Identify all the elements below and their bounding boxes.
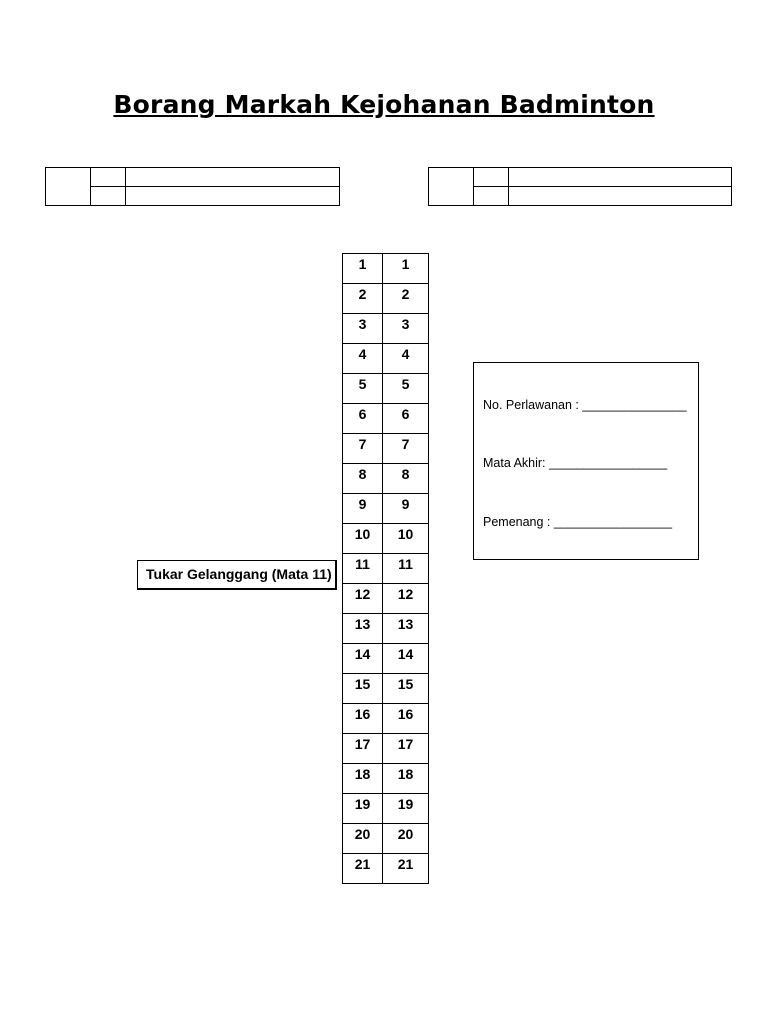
score-cell-left[interactable]: 9 (343, 494, 383, 524)
score-cell-left[interactable]: 19 (343, 794, 383, 824)
score-cell-right[interactable]: 15 (383, 674, 429, 704)
score-cell-right[interactable]: 5 (383, 374, 429, 404)
score-cell-right[interactable]: 7 (383, 434, 429, 464)
player-box-right (428, 167, 732, 206)
score-row (343, 434, 429, 464)
score-row (343, 764, 429, 794)
score-cell-right[interactable]: 8 (383, 464, 429, 494)
score-table (342, 253, 429, 884)
score-row (343, 734, 429, 764)
score-cell-right[interactable]: 16 (383, 704, 429, 734)
score-row (343, 524, 429, 554)
score-cell-right[interactable]: 19 (383, 794, 429, 824)
score-row (343, 314, 429, 344)
player-box-left (45, 167, 340, 206)
score-cell-left[interactable]: 2 (343, 284, 383, 314)
score-row (343, 464, 429, 494)
final-score-field[interactable]: Mata Akhir: _________________ (483, 456, 668, 470)
score-cell-right[interactable]: 9 (383, 494, 429, 524)
score-cell-left[interactable]: 10 (343, 524, 383, 554)
player-no-cell[interactable] (91, 187, 126, 206)
score-cell-left[interactable]: 8 (343, 464, 383, 494)
score-cell-left[interactable]: 17 (343, 734, 383, 764)
player-no-cell[interactable] (474, 168, 509, 187)
score-row (343, 824, 429, 854)
score-row (343, 404, 429, 434)
score-row (343, 794, 429, 824)
score-row (343, 704, 429, 734)
score-cell-left[interactable]: 12 (343, 584, 383, 614)
score-cell-right[interactable]: 4 (383, 344, 429, 374)
score-row (343, 494, 429, 524)
score-cell-right[interactable]: 1 (383, 254, 429, 284)
score-cell-right[interactable]: 13 (383, 614, 429, 644)
team-cell[interactable] (46, 168, 91, 206)
player-name-cell[interactable] (509, 168, 732, 187)
score-row (343, 284, 429, 314)
match-info-box (473, 362, 699, 560)
score-row (343, 584, 429, 614)
score-cell-right[interactable]: 2 (383, 284, 429, 314)
score-cell-right[interactable]: 14 (383, 644, 429, 674)
score-cell-left[interactable]: 15 (343, 674, 383, 704)
score-cell-right[interactable]: 11 (383, 554, 429, 584)
player-name-cell[interactable] (126, 168, 340, 187)
score-cell-left[interactable]: 18 (343, 764, 383, 794)
score-cell-left[interactable]: 4 (343, 344, 383, 374)
score-cell-right[interactable]: 12 (383, 584, 429, 614)
score-cell-left[interactable]: 11 (343, 554, 383, 584)
score-row (343, 674, 429, 704)
score-cell-right[interactable]: 20 (383, 824, 429, 854)
score-cell-right[interactable]: 17 (383, 734, 429, 764)
score-cell-left[interactable]: 3 (343, 314, 383, 344)
winner-field[interactable]: Pemenang : _________________ (483, 515, 673, 529)
match-number-field[interactable]: No. Perlawanan : _______________ (483, 398, 687, 412)
score-cell-left[interactable]: 6 (343, 404, 383, 434)
score-cell-left[interactable]: 14 (343, 644, 383, 674)
score-cell-left[interactable]: 16 (343, 704, 383, 734)
score-row (343, 614, 429, 644)
team-cell[interactable] (429, 168, 474, 206)
score-cell-right[interactable]: 6 (383, 404, 429, 434)
player-no-cell[interactable] (91, 168, 126, 187)
score-cell-right[interactable]: 10 (383, 524, 429, 554)
court-switch-note: Tukar Gelanggang (Mata 11) (137, 560, 337, 590)
score-cell-left[interactable]: 1 (343, 254, 383, 284)
score-cell-left[interactable]: 5 (343, 374, 383, 404)
score-cell-left[interactable]: 20 (343, 824, 383, 854)
document-title: Borang Markah Kejohanan Badminton (113, 90, 655, 119)
score-cell-left[interactable]: 21 (343, 854, 383, 884)
player-no-cell[interactable] (474, 187, 509, 206)
score-cell-right[interactable]: 18 (383, 764, 429, 794)
score-row (343, 374, 429, 404)
score-row (343, 644, 429, 674)
score-cell-left[interactable]: 7 (343, 434, 383, 464)
score-row (343, 254, 429, 284)
score-row (343, 554, 429, 584)
score-cell-right[interactable]: 21 (383, 854, 429, 884)
score-cell-left[interactable]: 13 (343, 614, 383, 644)
player-name-cell[interactable] (509, 187, 732, 206)
player-name-cell[interactable] (126, 187, 340, 206)
score-row (343, 344, 429, 374)
score-cell-right[interactable]: 3 (383, 314, 429, 344)
score-row (343, 854, 429, 884)
